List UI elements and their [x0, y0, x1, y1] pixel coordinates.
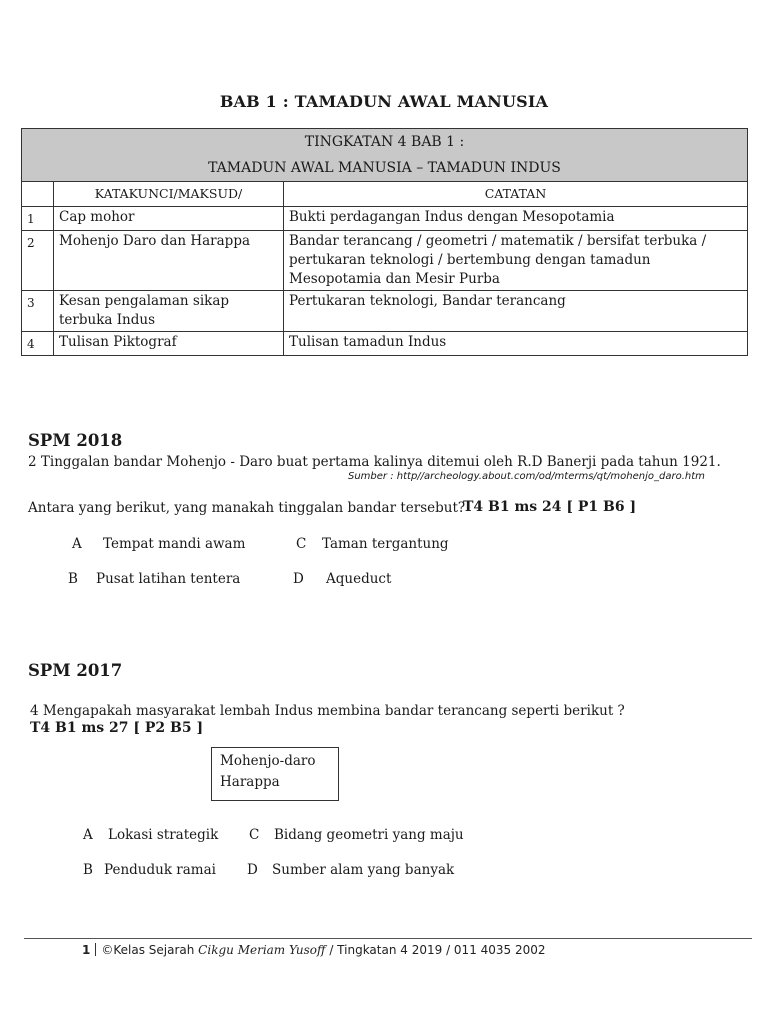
- option-letter-b: B: [68, 571, 78, 587]
- notes-table: [21, 128, 748, 356]
- option-text-c: Bidang geometri yang maju: [274, 827, 464, 843]
- page-footer: [82, 943, 546, 957]
- footer-suffix: / Tingkatan 4 2019 / 011 4035 2002: [325, 943, 546, 957]
- option-letter-c: C: [296, 536, 307, 552]
- spm-2017-reference: T4 B1 ms 27 [ P2 B5 ]: [30, 720, 204, 736]
- spm-2017-question: 4 Mengapakah masyarakat lembah Indus membina bandar terancang seperti berikut ?: [30, 703, 625, 719]
- box-line-harappa: Harappa: [220, 774, 280, 790]
- option-letter-d: D: [247, 862, 258, 878]
- option-text-b: Pusat latihan tentera: [96, 571, 241, 587]
- option-letter-a: A: [83, 827, 93, 843]
- option-text-c: Taman tergantung: [322, 536, 449, 552]
- spm-2018-heading: SPM 2018: [28, 431, 123, 450]
- spm-2018-statement: 2 Tinggalan bandar Mohenjo - Daro buat pertama kalinya ditemui oleh R.D Banerji pada tahun 1921.: [28, 454, 721, 470]
- table-row: [22, 332, 748, 356]
- row-keyword: Cap mohor: [54, 207, 284, 231]
- footer-signature: Cikgu Meriam Yusoff: [198, 943, 326, 957]
- footer-divider: [24, 938, 752, 939]
- header-notes-cell: CATATAN: [284, 182, 748, 207]
- table-row: [22, 207, 748, 231]
- row-keyword: Tulisan Piktograf: [54, 332, 284, 356]
- option-letter-b: B: [83, 862, 93, 878]
- header-key-cell: KATAKUNCI/MAKSUD/: [54, 182, 284, 207]
- option-text-d: Sumber alam yang banyak: [272, 862, 455, 878]
- row-number: 2: [22, 231, 54, 291]
- box-line-mohenjo-daro: Mohenjo-daro: [220, 753, 316, 769]
- footer-separator: [95, 943, 96, 956]
- table-band-cell: [22, 129, 748, 182]
- footer-prefix: ©Kelas Sejarah: [101, 943, 199, 957]
- band-line-1: TINGKATAN 4 BAB 1 :: [304, 134, 465, 150]
- row-keyword: Kesan pengalaman sikap terbuka Indus: [54, 291, 284, 332]
- table-row: [22, 291, 748, 332]
- header-num-cell: [22, 182, 54, 207]
- row-note: Pertukaran teknologi, Bandar terancang: [284, 291, 748, 332]
- page-title: BAB 1 : TAMADUN AWAL MANUSIA: [219, 92, 549, 111]
- table-band-header: [22, 129, 748, 182]
- row-number: 1: [22, 207, 54, 231]
- table-row: [22, 231, 748, 291]
- city-names-box: [211, 747, 339, 801]
- band-line-2: TAMADUN AWAL MANUSIA – TAMADUN INDUS: [208, 160, 561, 176]
- row-note: Bukti perdagangan Indus dengan Mesopotamia: [284, 207, 748, 231]
- option-text-d: Aqueduct: [326, 571, 392, 587]
- row-note: Tulisan tamadun Indus: [284, 332, 748, 356]
- spm-2017-heading: SPM 2017: [28, 661, 123, 680]
- option-text-a: Lokasi strategik: [108, 827, 219, 843]
- spm-2018-question: Antara yang berikut, yang manakah tinggalan bandar tersebut?: [28, 500, 466, 516]
- page-number: 1: [82, 943, 91, 957]
- row-note: Bandar terancang / geometri / matematik / bersifat terbuka / pertukaran teknologi / bertembung dengan tamadun Mesopotamia dan Mesir Purba: [284, 231, 748, 291]
- table-column-header: [22, 182, 748, 207]
- spm-2018-reference: T4 B1 ms 24 [ P1 B6 ]: [463, 499, 637, 515]
- spm-2018-source: Sumber : http//archeology.about.com/od/mterms/qt/mohenjo_daro.htm: [348, 471, 705, 482]
- row-keyword: Mohenjo Daro dan Harappa: [54, 231, 284, 291]
- row-number: 3: [22, 291, 54, 332]
- option-letter-d: D: [293, 571, 304, 587]
- option-letter-c: C: [249, 827, 260, 843]
- option-letter-a: A: [72, 536, 82, 552]
- option-text-b: Penduduk ramai: [104, 862, 216, 878]
- option-text-a: Tempat mandi awam: [103, 536, 246, 552]
- row-number: 4: [22, 332, 54, 356]
